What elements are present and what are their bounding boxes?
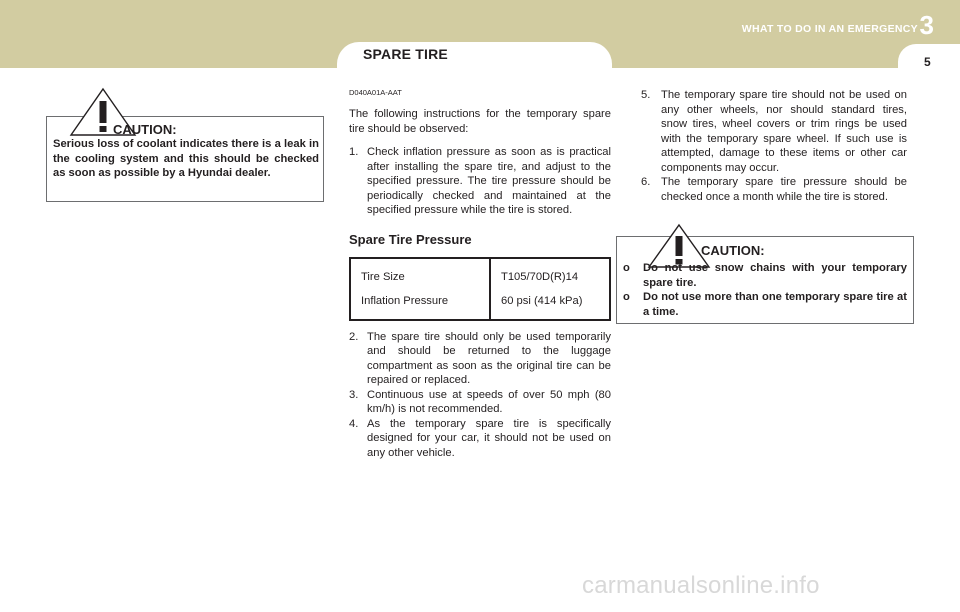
caution-box-coolant bbox=[46, 116, 324, 202]
document-code: D040A01A-AAT bbox=[349, 88, 402, 97]
list-number: 2. bbox=[349, 330, 359, 343]
list-number: 1. bbox=[349, 146, 359, 158]
table-cell-label: Inflation Pressure bbox=[350, 289, 490, 320]
bullet: o bbox=[623, 262, 630, 274]
spare-tire-table bbox=[349, 257, 611, 321]
bullet: o bbox=[623, 291, 630, 303]
table-cell-value: 60 psi (414 kPa) bbox=[501, 294, 583, 307]
list-item bbox=[623, 261, 907, 290]
list-text: The temporary spare tire pressure should be checked once a month while the tire is stored. bbox=[661, 176, 907, 203]
list-text: As the temporary spare tire is specifically designed for your car, it should not be used on any other vehicle. bbox=[367, 417, 611, 459]
intro-paragraph: The following instructions for the temporary spare tire should be observed: bbox=[349, 108, 611, 135]
main-column bbox=[349, 88, 611, 460]
list-item bbox=[641, 175, 907, 204]
list-text: Check inflation pressure as soon as is practical after installing the spare tire, and adjust to the specified pressure. The tire pressure should be periodically checked and maintained at the specified pressure while the tire is stored. bbox=[367, 146, 611, 216]
instruction-list bbox=[641, 88, 907, 204]
list-text: Continuous use at speeds of over 50 mph (80 km/h) is not recommended. bbox=[367, 388, 611, 415]
list-number: 6. bbox=[641, 176, 651, 188]
list-number: 4. bbox=[349, 417, 359, 430]
list-item bbox=[623, 290, 907, 319]
instruction-list bbox=[349, 330, 611, 461]
caution-heading: CAUTION: bbox=[113, 122, 177, 137]
watermark: carmanualsonline.info bbox=[582, 572, 820, 599]
list-item bbox=[349, 417, 611, 461]
table-row bbox=[350, 289, 610, 320]
right-column bbox=[641, 88, 907, 204]
list-item bbox=[349, 145, 611, 218]
chapter-number: 3 bbox=[919, 10, 934, 40]
list-number: 3. bbox=[349, 388, 359, 401]
section-title: SPARE TIRE bbox=[363, 46, 448, 62]
page-number: 5 bbox=[924, 55, 931, 69]
instruction-list bbox=[349, 145, 611, 218]
pressure-heading: Spare Tire Pressure bbox=[349, 231, 472, 247]
chapter-title: WHAT TO DO IN AN EMERGENCY bbox=[741, 23, 918, 35]
list-text: The spare tire should only be used temporarily and should be returned to the luggage compartment as soon as the original tire can be repaired or replaced. bbox=[367, 330, 611, 386]
list-item bbox=[349, 330, 611, 388]
table-row bbox=[350, 258, 610, 289]
table-cell-label: Tire Size bbox=[350, 258, 490, 289]
caution-list bbox=[623, 261, 907, 319]
caution-heading: CAUTION: bbox=[701, 243, 765, 258]
list-item bbox=[349, 388, 611, 417]
list-item bbox=[641, 88, 907, 175]
list-text: Do not use snow chains with your temporary spare tire. bbox=[643, 262, 907, 289]
list-text: The temporary spare tire should not be used on any other wheels, nor should standard tires, snow tires, wheel covers or trim rings be used with the temporary spare wheel. If such use is attempted, damage to these items or other car components may occur. bbox=[661, 89, 907, 174]
caution-text: Serious loss of coolant indicates there is a leak in the cooling system and this should be checked as soon as possible by a Hyundai dealer. bbox=[53, 138, 319, 179]
list-number: 5. bbox=[641, 89, 651, 101]
caution-box-spare-tire bbox=[616, 236, 914, 324]
list-text: Do not use more than one temporary spare tire at a time. bbox=[643, 291, 907, 318]
table-cell-value: T105/70D(R)14 bbox=[501, 270, 579, 283]
